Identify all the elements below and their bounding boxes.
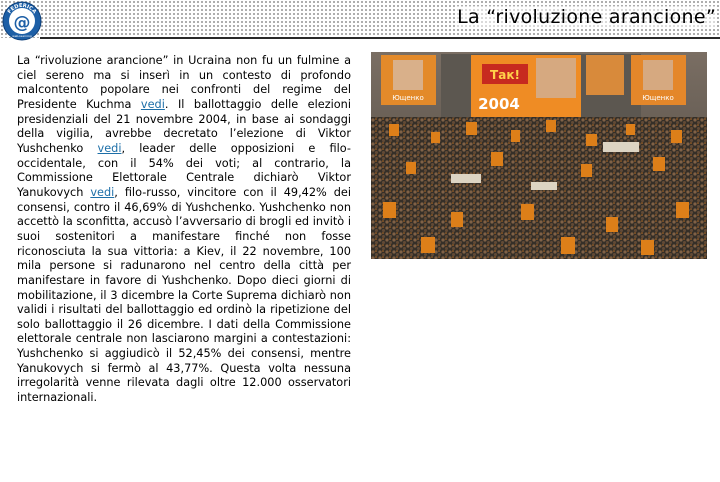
sign-center: Так! (490, 68, 520, 82)
logo-subtext: web-learning (12, 34, 32, 38)
body-paragraph (17, 54, 351, 406)
vedi-link-1[interactable]: vedi (140, 97, 165, 111)
vedi-link-2[interactable]: vedi (97, 141, 122, 155)
vedi-link-3[interactable]: vedi (90, 185, 115, 199)
paragraph-text: La “rivoluzione arancione” in Ucraina non fu un fulmine a ciel sereno ma si inserì in un contesto di profondo malcontento popolare nei confronti del regime del Presidente Kuchma (17, 54, 351, 111)
sign-left: Ющенко (392, 94, 424, 102)
paragraph-text: . Il ballottaggio delle elezioni presidenziali del 21 novembre 2004, in base ai sondaggi della vigilia, avrebbe decretato l’elezione di Viktor Yushchenko (17, 97, 351, 155)
slide-title: La “rivoluzione arancione” (457, 6, 716, 28)
sign-year: 2004 (478, 95, 520, 113)
header-rule (40, 37, 720, 39)
logo-text: FEDERICA (6, 2, 38, 16)
orange-revolution-photo (371, 52, 707, 259)
svg-text:@: @ (13, 13, 31, 33)
paragraph-text: , leader delle opposizioni e filo-occidentale, con il 54% dei voti; al contrario, la Commissione Elettorale Centrale dichiarò Viktor Yanukovych (17, 141, 351, 199)
federica-logo[interactable] (2, 1, 42, 41)
sign-right: Ющенко (642, 94, 674, 102)
paragraph-text: , filo-russo, vincitore con il 49,42% dei consensi, contro il 46,69% di Yushchenko. Yushchenko non accettò la sconfitta, accusò l’avversario di brogli ed invitò i suoi sostenitori a manifestare finché non fosse riconosciuta la sua vittoria: a Kiev, il 22 novembre, 100 mila persone si radunarono nel centro della città per manifestare in favore di Yushchenko. Dopo dieci giorni di mobilitazione, il 3 dicembre la Corte Suprema dichiarò non validi i risultati del ballottaggio ed ordinò la ripetizione del solo ballottaggio il 26 dicembre. I dati della Commissione elettorale centrale non lasciarono margini a contestazioni: Yushchenko si aggiudicò il 52,45% dei consensi, mentre Yanukovych si fermò al 43,77%. Questa volta nessuna irregolarità venne rilevata dagli oltre 12.000 osservatori internazionali. (17, 185, 351, 405)
